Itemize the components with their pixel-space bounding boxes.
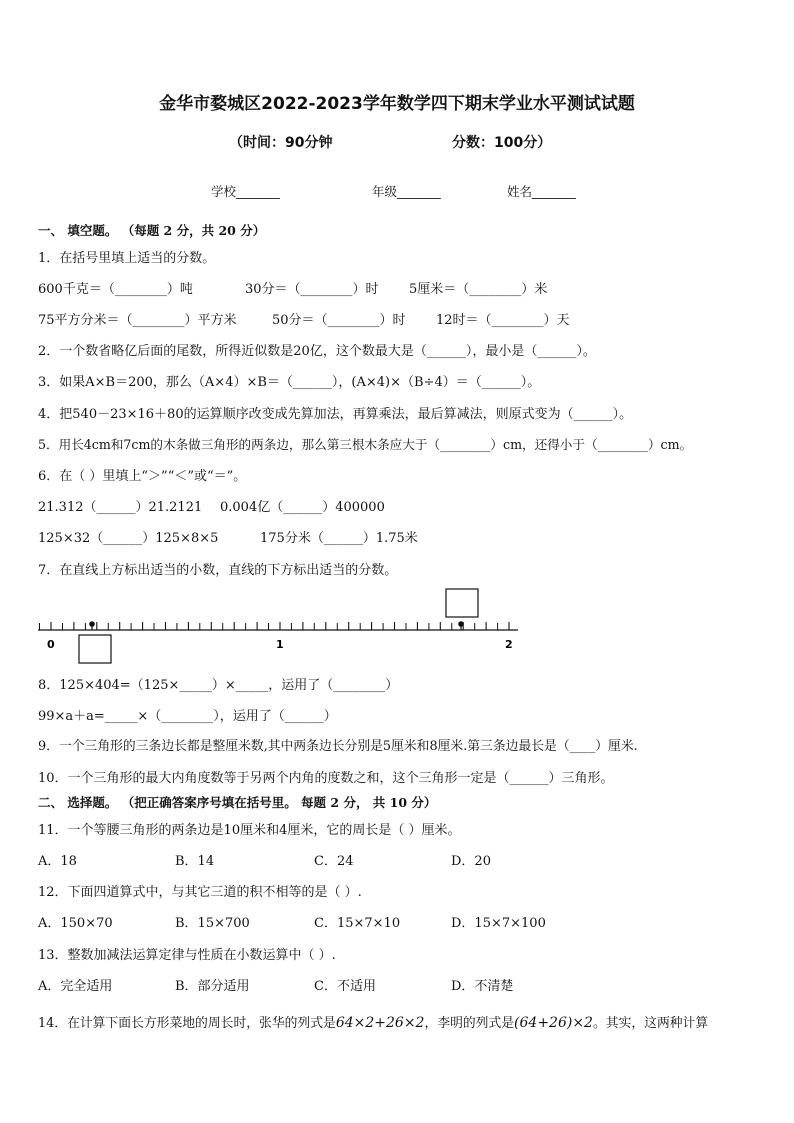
name-field[interactable]: 姓名_______ <box>507 184 576 199</box>
number-line-ticks <box>40 622 510 630</box>
option-a[interactable]: A．完全适用 <box>38 979 113 994</box>
q6-stem: 6．在（ ）里填上“＞”“＜”或“＝”。 <box>38 469 247 484</box>
option-a[interactable]: A．18 <box>38 854 77 869</box>
option-b[interactable]: B．部分适用 <box>175 979 250 994</box>
q6-item: 0.004亿（______）400000 <box>220 500 385 515</box>
q12-stem: 12．下面四道算式中，与其它三道的积不相等的是（ ）. <box>38 885 362 900</box>
answer-box-decimal[interactable] <box>446 589 478 617</box>
option-d[interactable]: D．20 <box>451 854 491 869</box>
q11-stem: 11．一个等腰三角形的两条边是10厘米和4厘米，它的周长是（ ）厘米。 <box>38 823 461 838</box>
option-c[interactable]: C．15×7×10 <box>314 916 401 931</box>
q9: 9．一个三角形的三条边长都是整厘米数,其中两条边长分别是5厘米和8厘米.第三条边最长是（____）厘米. <box>38 739 638 754</box>
q1-item: 12时＝（________）天 <box>436 313 570 328</box>
q1-item: 75平方分米＝（________）平方米 <box>38 313 237 328</box>
q14-formula-2: (64+26)×2 <box>514 1015 593 1031</box>
grade-field[interactable]: 年级_______ <box>372 184 441 199</box>
q3: 3．如果A×B＝200，那么（A×4）×B＝（______），(A×4)×（B÷4）＝（______）。 <box>38 375 541 390</box>
school-field[interactable]: 学校_______ <box>211 184 280 199</box>
q14-formula-1: 64×2+26×2 <box>335 1015 425 1031</box>
section-2-heading: 二、 选择题。 （把正确答案序号填在括号里。 每题 2 分， 共 10 分） <box>38 795 437 810</box>
tick-label-2: 2 <box>505 638 513 651</box>
number-line-figure <box>0 585 794 670</box>
option-c[interactable]: C．24 <box>314 854 354 869</box>
option-b[interactable]: B．15×700 <box>175 916 250 931</box>
page-title: 金华市婺城区2022-2023学年数学四下期末学业水平测试试题 <box>159 94 635 114</box>
q14-part-a: 14．在计算下面长方形菜地的周长时，张华的列式是 <box>38 1016 336 1031</box>
q6-item: 175分米（______）1.75米 <box>260 531 418 546</box>
option-d[interactable]: D．不清楚 <box>451 979 514 994</box>
q4: 4．把540－23×16＋80的运算顺序改变成先算加法，再算乘法，最后算减法，则原式变为（______）。 <box>38 407 633 422</box>
q5: 5．用长4cm和7cm的木条做三角形的两条边，那么第三根木条应大于（________）cm，还得小于（________）cm。 <box>38 437 693 452</box>
option-b[interactable]: B．14 <box>175 854 215 869</box>
q8-line-1: 8．125×404=（125×_____）×_____，运用了（________） <box>38 678 399 693</box>
tick-label-0: 0 <box>47 638 55 651</box>
q1-item: 30分＝（________）时 <box>245 282 379 297</box>
q1-stem: 1．在括号里填上适当的分数。 <box>38 251 216 266</box>
q14-part-b: ，李明的列式是 <box>424 1016 515 1031</box>
q6-item: 125×32（______）125×8×5 <box>38 531 219 546</box>
q13-stem: 13．整数加减法运算定律与性质在小数运算中（ ）. <box>38 948 336 963</box>
q2: 2．一个数省略亿后面的尾数，所得近似数是20亿，这个数最大是（______），最小是（______）。 <box>38 344 596 359</box>
q8-line-2: 99×a＋a=_____×（________），运用了（______） <box>38 709 337 724</box>
option-d[interactable]: D．15×7×100 <box>451 916 546 931</box>
option-c[interactable]: C．不适用 <box>314 979 376 994</box>
q1-item: 50分＝（________）时 <box>272 313 406 328</box>
q6-item: 21.312（______）21.2121 <box>38 500 203 515</box>
option-a[interactable]: A．150×70 <box>38 916 113 931</box>
q10: 10．一个三角形的最大内角度数等于另两个内角的度数之和，这个三角形一定是（______）三角形。 <box>38 771 614 786</box>
section-1-heading: 一、 填空题。 （每题 2 分，共 20 分） <box>38 223 266 238</box>
q14-part-c: 。其实，这两种计算 <box>592 1016 709 1031</box>
exam-time: （时间：90分钟 <box>229 135 333 151</box>
q1-item: 600千克＝（________）吨 <box>38 282 193 297</box>
tick-label-1: 1 <box>276 638 284 651</box>
q14 <box>38 1016 708 1031</box>
q7-stem: 7．在直线上方标出适当的小数，直线的下方标出适当的分数。 <box>38 563 398 578</box>
q1-item: 5厘米＝（________）米 <box>409 282 548 297</box>
answer-box-fraction[interactable] <box>79 635 111 663</box>
exam-score: 分数：100分） <box>452 135 552 151</box>
